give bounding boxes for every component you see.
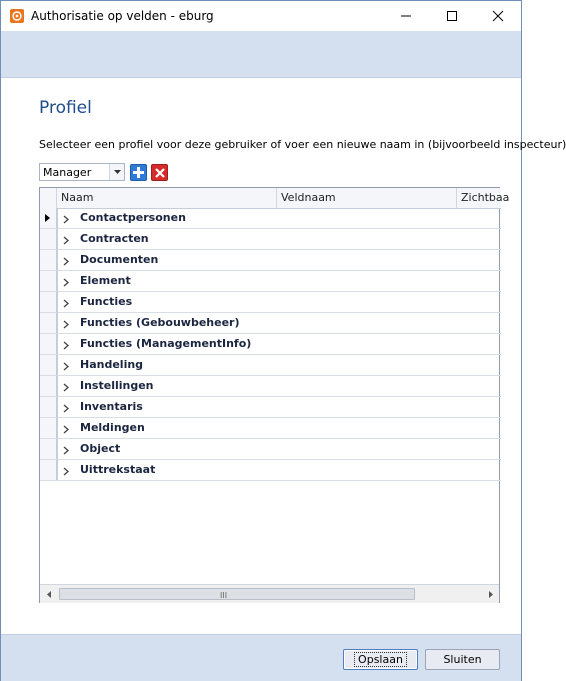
close-window-button[interactable] (475, 1, 521, 31)
column-header-zichtbaar[interactable]: Zichtbaa (461, 191, 510, 204)
window-title: Authorisatie op velden - eburg (31, 9, 214, 23)
instruction-text: Selecteer een profiel voor deze gebruiker of voer een nieuwe naam in (bijvoorbeeld inspecteur) (39, 138, 566, 151)
row-indicator[interactable] (40, 250, 57, 271)
column-header-naam[interactable]: Naam (57, 188, 277, 208)
close-button[interactable] (425, 649, 500, 670)
expand-chevron-icon[interactable] (63, 319, 71, 328)
add-profile-button[interactable] (130, 164, 147, 181)
expand-chevron-icon[interactable] (63, 235, 71, 244)
dialog-footer (1, 634, 521, 681)
table-row[interactable] (40, 250, 501, 271)
maximize-button[interactable] (429, 1, 475, 31)
row-cell[interactable] (57, 313, 501, 334)
title-bar[interactable] (1, 1, 521, 31)
profile-dropdown[interactable] (39, 163, 125, 181)
delete-profile-button[interactable] (151, 164, 168, 181)
table-row[interactable] (40, 271, 501, 292)
expand-chevron-icon[interactable] (63, 256, 71, 265)
expand-chevron-icon[interactable] (63, 424, 71, 433)
row-label: Documenten (80, 253, 159, 266)
table-row[interactable] (40, 292, 501, 313)
row-cell[interactable] (57, 271, 501, 292)
header-band (1, 31, 521, 78)
row-cell[interactable] (57, 292, 501, 313)
arrow-right-icon (489, 591, 493, 598)
row-indicator[interactable] (40, 397, 57, 418)
table-row[interactable] (40, 334, 501, 355)
row-indicator[interactable] (40, 439, 57, 460)
row-label: Element (80, 274, 131, 287)
close-icon (493, 11, 503, 21)
row-label: Handeling (80, 358, 144, 371)
scrollbar-thumb[interactable] (59, 588, 415, 600)
save-button[interactable] (343, 649, 418, 670)
row-cell[interactable] (57, 418, 501, 439)
row-indicator[interactable] (40, 292, 57, 313)
page-title: Profiel (39, 98, 92, 118)
row-label: Object (80, 442, 121, 455)
x-icon (155, 168, 165, 178)
indicator-header (40, 188, 57, 208)
table-row[interactable] (40, 418, 501, 439)
close-button-label: Sluiten (443, 653, 482, 666)
table-row[interactable] (40, 229, 501, 250)
dialog-content (1, 78, 566, 633)
scrollbar-grip: III (220, 591, 228, 600)
row-label: Functies (80, 295, 133, 308)
row-indicator[interactable] (40, 313, 57, 334)
table-row[interactable] (40, 313, 501, 334)
fields-grid[interactable] (39, 187, 510, 603)
table-row[interactable] (40, 376, 501, 397)
arrow-left-icon (47, 591, 51, 598)
plus-icon (133, 167, 144, 178)
row-cell[interactable] (57, 208, 501, 229)
row-label: Contactpersonen (80, 211, 186, 224)
minimize-button[interactable] (383, 1, 429, 31)
row-cell[interactable] (57, 250, 501, 271)
current-row-icon (45, 214, 50, 222)
row-cell[interactable] (57, 460, 501, 481)
app-icon (10, 9, 24, 23)
row-indicator[interactable] (40, 334, 57, 355)
horizontal-scrollbar[interactable] (40, 584, 499, 603)
row-label: Meldingen (80, 421, 145, 434)
expand-chevron-icon[interactable] (63, 382, 71, 391)
row-indicator[interactable] (40, 229, 57, 250)
table-row[interactable] (40, 355, 501, 376)
row-label: Contracten (80, 232, 149, 245)
save-button-label: Opslaan (354, 652, 407, 667)
chevron-down-icon[interactable] (109, 164, 124, 180)
row-cell[interactable] (57, 334, 501, 355)
row-cell[interactable] (57, 397, 501, 418)
table-row[interactable] (40, 439, 501, 460)
row-label: Functies (ManagementInfo) (80, 337, 252, 350)
maximize-icon (447, 11, 457, 21)
scroll-left-button[interactable] (40, 585, 57, 603)
row-indicator[interactable] (40, 271, 57, 292)
row-label: Instellingen (80, 379, 154, 392)
expand-chevron-icon[interactable] (63, 298, 71, 307)
row-indicator[interactable] (40, 208, 57, 229)
row-cell[interactable] (57, 229, 501, 250)
table-row[interactable] (40, 208, 501, 229)
scroll-right-button[interactable] (482, 585, 499, 603)
table-row[interactable] (40, 397, 501, 418)
row-cell[interactable] (57, 439, 501, 460)
row-label: Uittrekstaat (80, 463, 156, 476)
expand-chevron-icon[interactable] (63, 403, 71, 412)
row-label: Inventaris (80, 400, 143, 413)
grid-header (40, 188, 510, 209)
column-header-veldnaam[interactable]: Veldnaam (277, 188, 457, 208)
row-indicator[interactable] (40, 460, 57, 481)
row-cell[interactable] (57, 376, 501, 397)
table-row[interactable] (40, 460, 501, 481)
minimize-icon (401, 11, 411, 21)
row-indicator[interactable] (40, 376, 57, 397)
expand-chevron-icon[interactable] (63, 361, 71, 370)
row-cell[interactable] (57, 355, 501, 376)
expand-chevron-icon[interactable] (63, 445, 71, 454)
row-indicator[interactable] (40, 355, 57, 376)
profile-dropdown-value: Manager (43, 166, 92, 179)
expand-chevron-icon[interactable] (63, 466, 71, 475)
expand-chevron-icon[interactable] (63, 277, 71, 286)
row-label: Functies (Gebouwbeheer) (80, 316, 240, 329)
expand-chevron-icon[interactable] (63, 214, 71, 223)
row-indicator[interactable] (40, 418, 57, 439)
expand-chevron-icon[interactable] (63, 340, 71, 349)
